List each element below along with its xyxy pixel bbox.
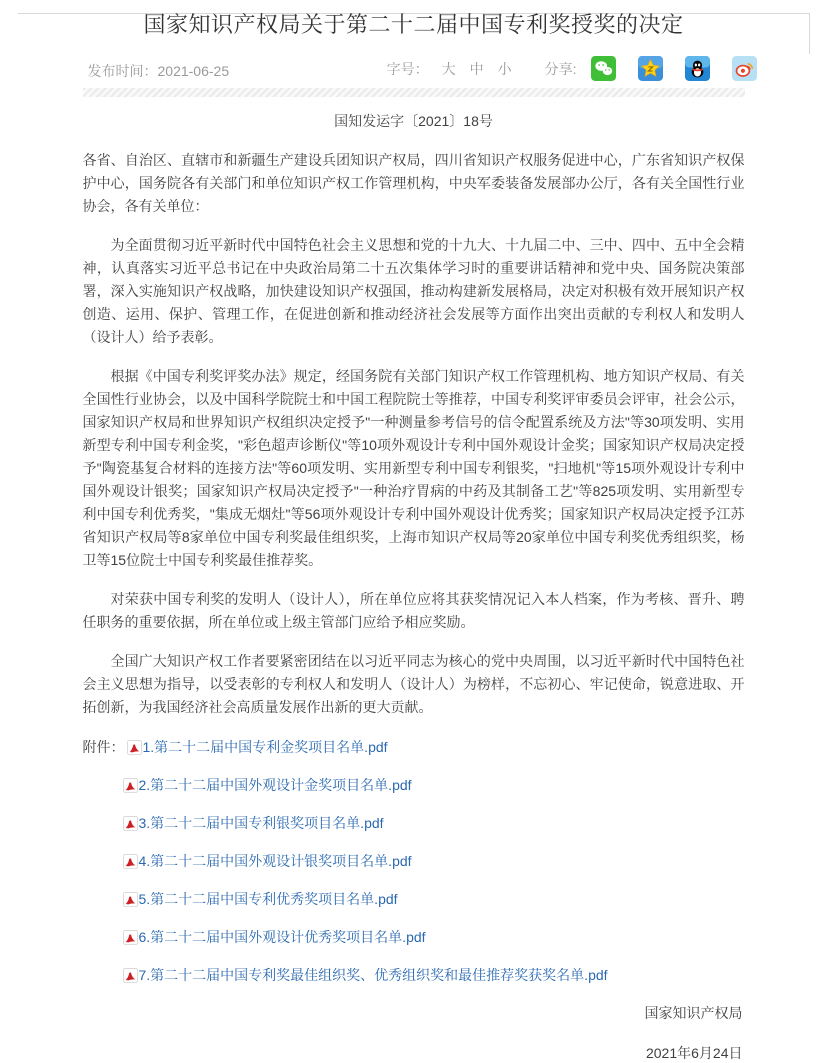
pdf-icon (123, 892, 138, 913)
attachments-label: 附件： (82, 739, 125, 755)
attachment-link-1[interactable]: 1.第二十二届中国专利金奖项目名单.pdf (127, 739, 388, 755)
qzone-icon (638, 56, 663, 81)
wechat-share-button[interactable] (591, 56, 616, 81)
pdf-icon (123, 778, 138, 799)
paragraph-2: 根据《中国专利奖评奖办法》规定，经国务院有关部门知识产权工作管理机构、地方知识产权局、有关全国性行业协会，以及中国科学院院士和中国工程院院士等推荐，中国专利奖评审委员会评审，社会公示，国家知识产权局和世界知识产权组织决定授予"一种测量参考信号的信令配置系统及方法"等30项发明、实用新型专利中国专利金奖，"彩色超声诊断仪"等10项外观设计专利中国外观设计金奖；国家知识产权局决定授予"陶瓷基复合材料的连接方法"等60项发明、实用新型专利中国专利银奖，"扫地机"等15项外观设计专利中国外观设计银奖；国家知识产权局决定授予"一种治疗胃病的中药及其制备工艺"等825项发明、实用新型专利中国专利优秀奖，"集成无烟灶"等56项外观设计专利中国外观设计优秀奖；国家知识产权局决定授予江苏省知识产权局等8家单位中国专利奖最佳组织奖，上海市知识产权局等20家单位中国专利奖优秀组织奖，杨卫等15位院士中国专利奖最佳推荐奖。 (82, 368, 745, 568)
attachment-row (83, 851, 745, 875)
signature-org: 国家知识产权局 (644, 1005, 743, 1021)
weibo-icon (732, 56, 757, 81)
font-size-large-button[interactable]: 大 (441, 60, 456, 77)
meta-bar (83, 56, 745, 83)
article-container (83, 10, 745, 1063)
attachment-row (83, 813, 745, 837)
paragraph-salutation: 各省、自治区、直辖市和新疆生产建设兵团知识产权局，四川省知识产权服务促进中心，广东省知识产权保护中心，国务院各有关部门和单位知识产权工作管理机构，中央军委装备发展部办公厅，各有关全国性行业协会，各有关单位： (82, 152, 745, 214)
pdf-icon (123, 854, 138, 875)
wechat-icon (591, 56, 616, 81)
document-number: 国知发运字〔2021〕18号 (334, 113, 493, 129)
attachment-link-5[interactable]: 5.第二十二届中国专利优秀奖项目名单.pdf (123, 891, 398, 907)
attachment-link-4[interactable]: 4.第二十二届中国外观设计银奖项目名单.pdf (123, 853, 412, 869)
weibo-share-button[interactable] (732, 56, 757, 81)
attachment-row (83, 775, 745, 799)
attachment-link-6[interactable]: 6.第二十二届中国外观设计优秀奖项目名单.pdf (123, 929, 426, 945)
paragraph-3: 对荣获中国专利奖的发明人（设计人），所在单位应将其获奖情况记入本人档案，作为考核、晋升、聘任职务的重要依据，所在单位或上级主管部门应给予相应奖励。 (82, 591, 745, 630)
attachment-row (83, 927, 745, 951)
publish-time-value: 2021-06-25 (157, 63, 230, 79)
publish-time (88, 61, 230, 81)
pdf-icon (123, 930, 138, 951)
qq-icon (685, 56, 710, 81)
qq-share-button[interactable] (685, 56, 710, 81)
attachment-link-3[interactable]: 3.第二十二届中国专利银奖项目名单.pdf (123, 815, 384, 831)
qzone-share-button[interactable] (638, 56, 663, 81)
pdf-icon (127, 740, 142, 761)
attachment-row (83, 737, 745, 761)
pdf-icon (123, 968, 138, 989)
hatched-divider (83, 88, 745, 97)
paragraph-1: 为全面贯彻习近平新时代中国特色社会主义思想和党的十九大、十九届二中、三中、四中、五中全会精神，认真落实习近平总书记在中央政治局第二十五次集体学习时的重要讲话精神和党中央、国务院决策部署，深入实施知识产权战略，加快建设知识产权强国，推动构建新发展格局，决定对积极有效开展知识产权创造、运用、保护、管理工作，在促进创新和推动经济社会发展等方面作出突出贡献的专利权人和发明人（设计人）给予表彰。 (82, 237, 745, 345)
pdf-icon (123, 816, 138, 837)
attachment-row (83, 889, 745, 913)
attachments-section (83, 737, 745, 989)
attachment-link-7[interactable]: 7.第二十二届中国专利奖最佳组织奖、优秀组织奖和最佳推荐奖获奖名单.pdf (123, 967, 608, 983)
page-title: 国家知识产权局关于第二十二届中国专利奖授奖的决定 (143, 12, 684, 37)
publish-time-label: 发布时间： (87, 63, 158, 79)
article-body (83, 110, 745, 1063)
font-size-small-button[interactable]: 小 (497, 60, 512, 77)
share-label: 分享: (544, 60, 577, 77)
attachment-row (83, 965, 745, 989)
paragraph-4: 全国广大知识产权工作者要紧密团结在以习近平同志为核心的党中央周围，以习近平新时代中国特色社会主义思想为指导，以受表彰的专利权人和发明人（设计人）为榜样，不忘初心、牢记使命，锐意进取、开拓创新，为我国经济社会高质量发展作出新的更大贡献。 (82, 653, 745, 715)
signature-block (83, 1003, 745, 1063)
signature-date: 2021年6月24日 (645, 1045, 743, 1061)
attachment-link-2[interactable]: 2.第二十二届中国外观设计金奖项目名单.pdf (123, 777, 412, 793)
font-size-medium-button[interactable]: 中 (469, 60, 484, 77)
font-size-label: 字号： (386, 60, 429, 77)
